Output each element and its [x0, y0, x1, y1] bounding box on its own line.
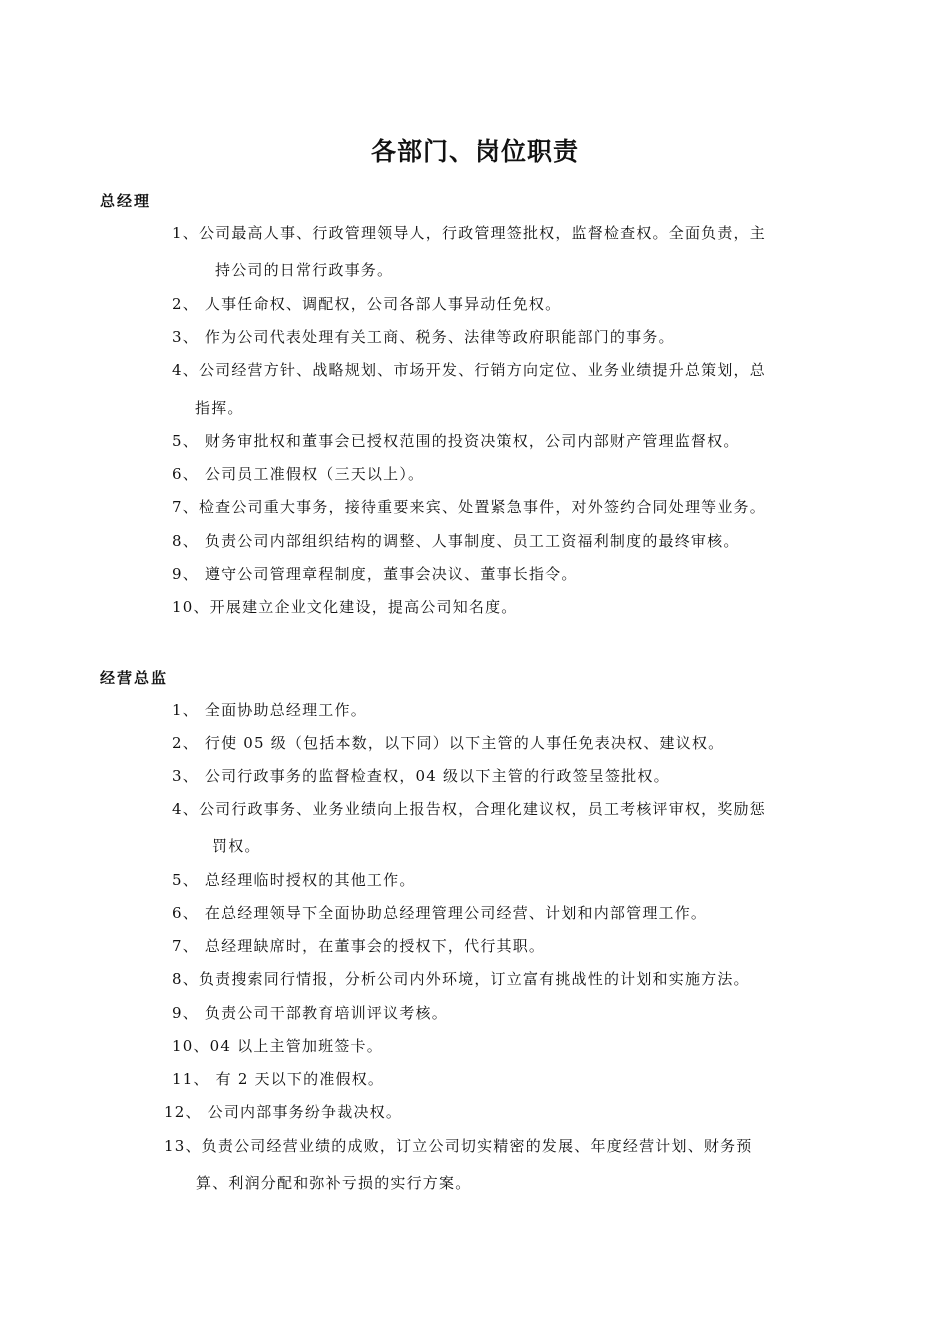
duty-item-text: 4、公司经营方针、战略规划、市场开发、行销方向定位、业务业绩提升总策划，总: [172, 361, 766, 379]
duty-item-text: 持公司的日常行政事务。: [215, 261, 394, 279]
duty-item: [172, 498, 766, 516]
duty-item: [172, 224, 766, 242]
duty-item: [172, 1037, 383, 1055]
document-title: 各部门、岗位职责: [370, 137, 579, 166]
duty-item: [172, 701, 367, 719]
duty-item-text: 8、负责搜索同行情报，分析公司内外环境，订立富有挑战性的计划和实施方法。: [172, 970, 750, 988]
duty-item-text: 2、 人事任命权、调配权，公司各部人事异动任免权。: [172, 295, 562, 313]
duty-item: [172, 361, 766, 379]
section-heading-operations-director: 经营总监: [100, 669, 169, 687]
duty-item-text: 1、公司最高人事、行政管理领导人，行政管理签批权，监督检查权。全面负责，主: [172, 224, 766, 242]
duty-item: [172, 800, 766, 818]
duty-item-text: 11、 有 2 天以下的准假权。: [172, 1070, 385, 1088]
duty-item: [172, 1004, 448, 1022]
duty-item-text: 3、 作为公司代表处理有关工商、税务、法律等政府职能部门的事务。: [172, 328, 675, 346]
duty-item-text: 7、 总经理缺席时，在董事会的授权下，代行其职。: [172, 937, 546, 955]
duty-item-text: 4、公司行政事务、业务业绩向上报告权，合理化建议权，员工考核评审权，奖励惩: [172, 800, 766, 818]
duty-item: [172, 904, 707, 922]
duty-item: [172, 565, 578, 583]
duty-item-text: 6、 公司员工准假权（三天以上）。: [172, 465, 425, 483]
duty-item-text: 2、 行使 05 级（包括本数，以下同）以下主管的人事任免表决权、建议权。: [172, 734, 725, 752]
duty-item-text: 10、开展建立企业文化建设，提高公司知名度。: [172, 598, 518, 616]
duty-item-continuation: [212, 837, 261, 855]
duty-item: [172, 734, 724, 752]
duty-item: [172, 937, 545, 955]
duty-item-text: 8、 负责公司内部组织结构的调整、人事制度、员工工资福利制度的最终审核。: [172, 532, 740, 550]
duty-item: [172, 1070, 384, 1088]
duty-item-text: 5、 总经理临时授权的其他工作。: [172, 871, 416, 889]
duty-item-continuation: [195, 399, 244, 417]
duty-item: [164, 1103, 402, 1121]
duty-item-text: 9、 遵守公司管理章程制度，董事会决议、董事长指令。: [172, 565, 578, 583]
duty-item: [172, 767, 670, 785]
duty-item: [164, 1137, 753, 1155]
duty-item-continuation: [215, 261, 393, 279]
duty-item-continuation: [196, 1174, 471, 1192]
duty-item: [172, 598, 518, 616]
duty-item-text: 7、检查公司重大事务，接待重要来宾、处置紧急事件，对外签约合同处理等业务。: [172, 498, 766, 516]
duty-item-text: 罚权。: [212, 837, 261, 855]
duty-item-text: 13、负责公司经营业绩的成败，订立公司切实精密的发展、年度经营计划、财务预: [164, 1137, 753, 1155]
duty-item-text: 指挥。: [195, 399, 244, 417]
duty-item-text: 12、 公司内部事务纷争裁决权。: [164, 1103, 403, 1121]
duty-item: [172, 970, 750, 988]
duty-item-text: 10、04 以上主管加班签卡。: [172, 1037, 383, 1055]
duty-item: [172, 432, 740, 450]
duty-item-text: 算、利润分配和弥补亏损的实行方案。: [196, 1174, 472, 1192]
duty-item-text: 9、 负责公司干部教育培训评议考核。: [172, 1004, 448, 1022]
duty-item-text: 1、 全面协助总经理工作。: [172, 701, 367, 719]
section-heading-general-manager: 总经理: [100, 192, 152, 210]
duty-item-text: 6、 在总经理领导下全面协助总经理管理公司经营、计划和内部管理工作。: [172, 904, 708, 922]
duty-item-text: 5、 财务审批权和董事会已授权范围的投资决策权，公司内部财产管理监督权。: [172, 432, 740, 450]
duty-item: [172, 465, 424, 483]
duty-item: [172, 328, 675, 346]
duty-item: [172, 871, 416, 889]
duty-item: [172, 295, 561, 313]
duty-item-text: 3、 公司行政事务的监督检查权，04 级以下主管的行政签呈签批权。: [172, 767, 670, 785]
duty-item: [172, 532, 740, 550]
